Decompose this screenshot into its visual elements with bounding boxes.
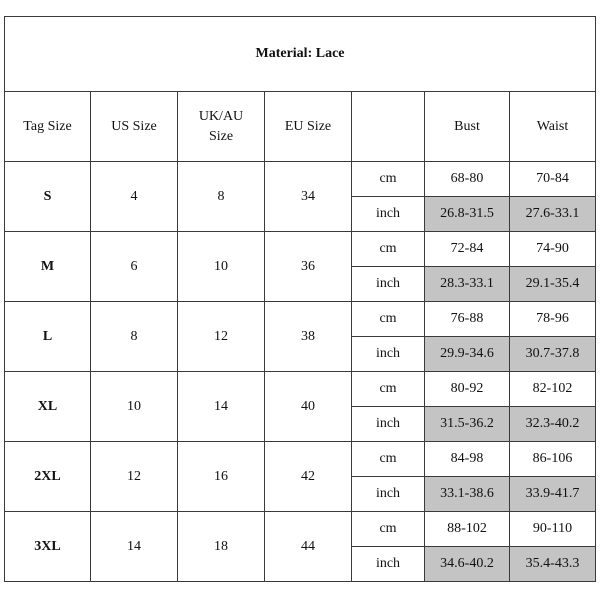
bust-cm-cell: 80-92 [425,372,510,407]
waist-inch-cell: 27.6-33.1 [510,197,596,232]
bust-cm-cell: 68-80 [425,162,510,197]
waist-inch-cell: 29.1-35.4 [510,267,596,302]
bust-cm-cell: 72-84 [425,232,510,267]
eu-size-cell: 38 [265,302,352,372]
unit-cm-cell: cm [352,512,425,547]
us-size-cell: 12 [91,442,178,512]
bust-inch-cell: 28.3-33.1 [425,267,510,302]
unit-cm-cell: cm [352,302,425,337]
unit-inch-cell: inch [352,407,425,442]
waist-cm-cell: 78-96 [510,302,596,337]
table-row [5,162,596,197]
waist-inch-cell: 30.7-37.8 [510,337,596,372]
tag-size-cell: 3XL [5,512,91,582]
waist-cm-cell: 86-106 [510,442,596,477]
eu-size-cell: 36 [265,232,352,302]
us-size-cell: 6 [91,232,178,302]
us-size-cell: 4 [91,162,178,232]
table-row [5,372,596,407]
unit-inch-cell: inch [352,337,425,372]
size-chart-table [4,16,596,582]
header-uk-au-line2: Size [208,128,234,144]
waist-inch-cell: 32.3-40.2 [510,407,596,442]
eu-size-cell: 42 [265,442,352,512]
header-uk-au-size [178,92,265,162]
us-size-cell: 14 [91,512,178,582]
header-us-size: US Size [91,92,178,162]
uk-au-size-cell: 10 [178,232,265,302]
uk-au-size-cell: 16 [178,442,265,512]
tag-size-cell: M [5,232,91,302]
unit-inch-cell: inch [352,267,425,302]
waist-inch-cell: 33.9-41.7 [510,477,596,512]
size-chart-frame [4,16,595,597]
waist-cm-cell: 82-102 [510,372,596,407]
unit-cm-cell: cm [352,442,425,477]
waist-cm-cell: 74-90 [510,232,596,267]
table-row [5,232,596,267]
header-bust: Bust [425,92,510,162]
header-eu-size: EU Size [265,92,352,162]
us-size-cell: 10 [91,372,178,442]
bust-cm-cell: 88-102 [425,512,510,547]
bust-inch-cell: 26.8-31.5 [425,197,510,232]
eu-size-cell: 40 [265,372,352,442]
unit-cm-cell: cm [352,372,425,407]
tag-size-cell: L [5,302,91,372]
table-row [5,512,596,547]
bust-inch-cell: 34.6-40.2 [425,547,510,582]
unit-cm-cell: cm [352,162,425,197]
uk-au-size-cell: 8 [178,162,265,232]
us-size-cell: 8 [91,302,178,372]
unit-inch-cell: inch [352,477,425,512]
eu-size-cell: 34 [265,162,352,232]
header-unit [352,92,425,162]
bust-cm-cell: 84-98 [425,442,510,477]
header-waist: Waist [510,92,596,162]
header-tag-size: Tag Size [5,92,91,162]
unit-inch-cell: inch [352,197,425,232]
table-row [5,442,596,477]
tag-size-cell: XL [5,372,91,442]
header-row [5,92,596,162]
tag-size-cell: 2XL [5,442,91,512]
bust-inch-cell: 31.5-36.2 [425,407,510,442]
uk-au-size-cell: 18 [178,512,265,582]
unit-inch-cell: inch [352,547,425,582]
title-row [5,17,596,92]
table-title: Material: Lace [5,17,596,92]
tag-size-cell: S [5,162,91,232]
uk-au-size-cell: 12 [178,302,265,372]
bust-cm-cell: 76-88 [425,302,510,337]
eu-size-cell: 44 [265,512,352,582]
bust-inch-cell: 29.9-34.6 [425,337,510,372]
table-row [5,302,596,337]
bust-inch-cell: 33.1-38.6 [425,477,510,512]
waist-cm-cell: 90-110 [510,512,596,547]
waist-inch-cell: 35.4-43.3 [510,547,596,582]
unit-cm-cell: cm [352,232,425,267]
waist-cm-cell: 70-84 [510,162,596,197]
uk-au-size-cell: 14 [178,372,265,442]
header-uk-au-line1: UK/AU [198,108,244,124]
